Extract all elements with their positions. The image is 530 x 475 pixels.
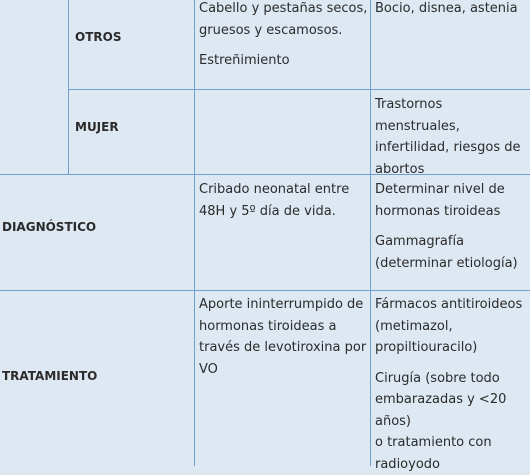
text-line: Estreñimiento [199, 50, 367, 72]
row-label-tratamiento: TRATAMIENTO [2, 368, 97, 384]
diagnostico-col3-cell [375, 179, 518, 274]
mujer-manifestaciones-cell [375, 94, 530, 180]
paragraph [375, 0, 518, 20]
text-line: Aporte ininterrumpido de [199, 294, 366, 316]
text-line: hormonas tiroideas [375, 201, 518, 223]
text-line: infertilidad, riesgos de [375, 137, 530, 159]
text-line: o tratamiento con [375, 432, 530, 454]
text-line: Cribado neonatal entre [199, 179, 349, 201]
row-divider [0, 290, 530, 291]
text-line: 48H y 5º día de vida. [199, 201, 349, 223]
text-line: (determinar etiología) [375, 253, 518, 275]
column-divider [370, 0, 371, 466]
paragraph [375, 94, 530, 180]
row-label-diagnostico: DIAGNÓSTICO [2, 219, 96, 235]
text-line: Determinar nivel de [375, 179, 518, 201]
text-line: VO [199, 359, 366, 381]
tratamiento-col3-cell [375, 294, 530, 475]
row-divider [68, 89, 530, 90]
paragraph [375, 294, 530, 359]
text-line: Trastornos menstruales, [375, 94, 530, 137]
paragraph [199, 179, 349, 222]
otros-sintomas-cell [199, 0, 367, 72]
column-divider [194, 0, 195, 466]
tratamiento-col2-cell [199, 294, 366, 380]
text-line: Gammagrafía [375, 231, 518, 253]
text-line: abortos [375, 159, 530, 181]
paragraph [199, 0, 367, 41]
text-line: hormonas tiroideas a [199, 316, 366, 338]
paragraph [375, 179, 518, 222]
text-line: (metimazol, [375, 316, 530, 338]
column-divider [68, 0, 69, 174]
text-line: través de levotiroxina por [199, 337, 366, 359]
otros-manifestaciones-cell [375, 0, 518, 20]
paragraph [199, 294, 366, 380]
text-line: Bocio, disnea, astenia [375, 0, 518, 20]
paragraph [199, 50, 367, 72]
paragraph [375, 231, 518, 274]
diagnostico-col2-cell [199, 179, 349, 222]
text-line: radioyodo [375, 454, 530, 475]
row-label-otros: OTROS [75, 29, 121, 45]
paragraph [375, 368, 530, 475]
text-line: Cabello y pestañas secos, [199, 0, 367, 20]
text-line: embarazadas y <20 años) [375, 389, 530, 432]
text-line: gruesos y escamosos. [199, 20, 367, 42]
text-line: Cirugía (sobre todo [375, 368, 530, 390]
row-label-mujer: MUJER [75, 119, 119, 135]
text-line: Fármacos antitiroideos [375, 294, 530, 316]
text-line: propiltiouracilo) [375, 337, 530, 359]
